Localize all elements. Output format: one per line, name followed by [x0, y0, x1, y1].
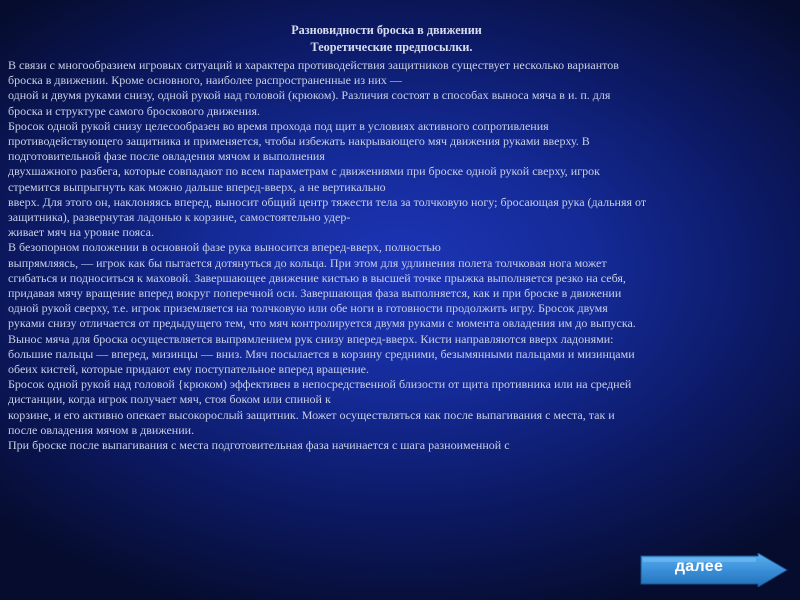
text-line: одной и двумя руками снизу, одной рукой над головой (крюком). Различия состоят в способах выноса мяча в и. п. для [8, 88, 611, 103]
text-line: При броске после выпагивания с места подготовительная фаза начинается с шага разноименной с [8, 438, 510, 453]
slide-content [3, 22, 800, 453]
text-line: Вынос мяча для броска осуществляется выпрямлением рук снизу вперед-вверх. Кисти направляются вверх ладонями: [8, 331, 614, 346]
text-line: стремится выпрыгнуть как можно дальше вперед-вверх, а не вертикально [8, 179, 386, 194]
text-line: обеих кистей, которые придают ему поступательное вперед вращение. [8, 362, 369, 377]
slide-title: Разновидности броска в движении [291, 23, 482, 37]
text-line: одной рукой сверху, т.е. игрок приземляется на толчковую или обе ноги в готовности продолжить игру. Бросок двумя [8, 301, 608, 316]
text-line: броска в движении. Кроме основного, наиболее распространенные из них — [8, 73, 402, 88]
text-line: защитника), развернутая ладонью к корзине, самостоятельно удер- [8, 210, 351, 225]
text-line: Бросок одной рукой над головой {крюком) эффективен в непосредственной близости от щита противника или на средней [8, 377, 632, 392]
text-line: большие пальцы — вперед, мизинцы — вниз. Мяч посылается в корзину средними, безымянными пальцами и мизинцами [8, 346, 635, 361]
text-line: руками снизу отличается от предыдущего тем, что мяч контролируется двумя руками с момента овладения им до выпуска. [8, 316, 636, 331]
text-line: вверх. Для этого он, наклоняясь вперед, выносит общий центр тяжести тела за толчковую ногу; бросающая рука (дальняя от [8, 194, 647, 209]
text-line: В связи с многообразием игровых ситуаций и характера противодействия защитников существует несколько вариантов [8, 58, 619, 72]
text-line: после овладения мячом в движении. [8, 422, 195, 437]
text-line: выпрямляясь, — игрок как бы пытается дотянуться до кольца. При этом для удлинения полета толчковая нога может [8, 255, 607, 270]
text-line: броска и структуре самого броскового движения. [8, 103, 260, 118]
text-line: корзине, и его активно опекает высокорослый защитник. Может осуществляться как после выпагивания с места, так и [8, 407, 615, 422]
slide-subtitle: Теоретические предпосылки. [310, 40, 473, 54]
text-line: В безопорном положении в основной фазе рука выносится вперед-вверх, полностью [8, 240, 441, 255]
text-line: живает мяч на уровне пояса. [8, 225, 154, 240]
next-button[interactable] [640, 553, 788, 587]
text-line: противодействующего защитника и применяется, чтобы избежать накрывающего мяч движения руками вверху. В [8, 134, 590, 149]
next-button-label: далее [674, 558, 724, 575]
text-line: сгибаться и подноситься к маховой. Завершающее движение кистью в высшей точке прыжка выполняется резко на себя, [8, 270, 626, 285]
text-line: придавая мячу вращение вперед вокруг поперечной оси. Завершающая фаза выполняется, как и при броске в движении [8, 286, 622, 301]
text-line: подготовительной фазе после овладения мячом и выполнения [8, 149, 325, 164]
body-text [3, 58, 800, 453]
text-line: Бросок одной рукой снизу целесообразен во время прохода под щит в условиях активного сопротивления [8, 118, 549, 133]
text-line: двухшажного разбега, которые совпадают по всем параметрам с движениями при броске одной рукой сверху, игрок [8, 164, 600, 179]
text-line: дистанции, когда игрок получает мяч, стоя боком или спиной к [8, 392, 331, 407]
